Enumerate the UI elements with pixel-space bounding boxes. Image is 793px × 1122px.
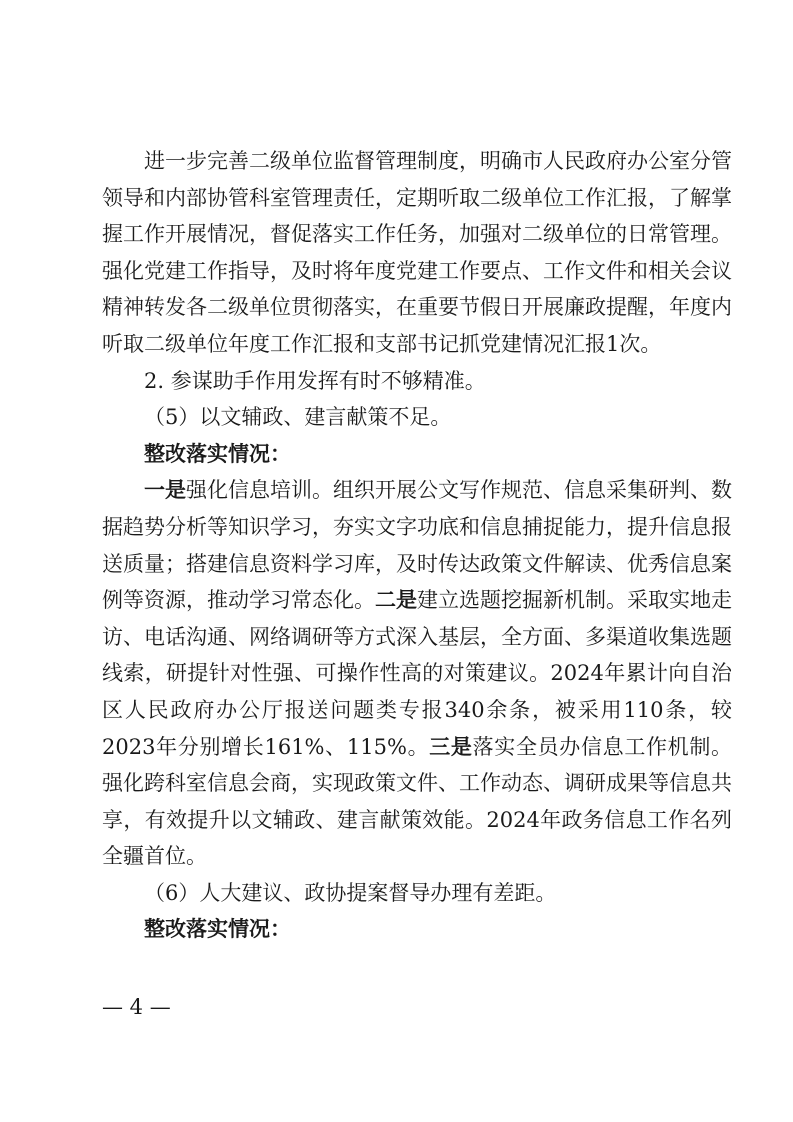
paragraph-supervision: 进一步完善二级单位监督管理制度，明确市人民政府办公室分管领导和内部协管科室管理责任，定期听取二级单位工作汇报，了解掌握工作开展情况，督促落实工作任务，加强对二级单位的日常管理。强化党建工作指导，及时将年度党建工作要点、工作文件和相关会议精神转发各二级单位贯彻落实，在重要节假日开展廉政提醒，年度内听取二级单位年度工作汇报和支部书记抓党建情况汇报1次。 xyxy=(102,149,732,356)
lead-first: 一是 xyxy=(144,477,186,503)
document-body xyxy=(102,143,732,948)
rectification-heading-1: 整改落实情况： xyxy=(144,440,291,466)
item-5-title: （5）以文辅政、建言献策不足。 xyxy=(144,405,452,430)
text-second: 建立选题挖掘新机制。采取实地走访、电话沟通、网络调研等方式深入基层，全方面、多渠道收集选题线索，研提针对性强、可操作性高的对策建议。2024年累计向自治区人民政府办公厅报送问题类专报340余条，被采用110条，较2023年分别增长161%、115%。 xyxy=(102,588,732,759)
text-third: 落实全员办信息工作机制。强化跨科室信息会商，实现政策文件、工作动态、调研成果等信息共享，有效提升以文辅政、建言献策效能。2024年政务信息工作名列全疆首位。 xyxy=(102,734,733,869)
rectification-heading-2: 整改落实情况： xyxy=(144,916,291,942)
lead-second: 二是 xyxy=(375,587,417,613)
paragraph-rectification-1 xyxy=(102,472,732,875)
page-number: — 4 — xyxy=(102,995,171,1019)
text-first: 强化信息培训。组织开展公文写作规范、信息采集研判、数据趋势分析等知识学习，夯实文字功底和信息捕捉能力，提升信息报送质量；搭建信息资料学习库，及时传达政策文件解读、优秀信息案例等资源，推动学习常态化。 xyxy=(102,478,732,613)
item-2-title: 2. 参谋助手作用发挥有时不够精准。 xyxy=(144,368,486,393)
lead-third: 三是 xyxy=(429,733,473,759)
item-6-title: （6）人大建议、政协提案督导办理有差距。 xyxy=(144,880,557,905)
